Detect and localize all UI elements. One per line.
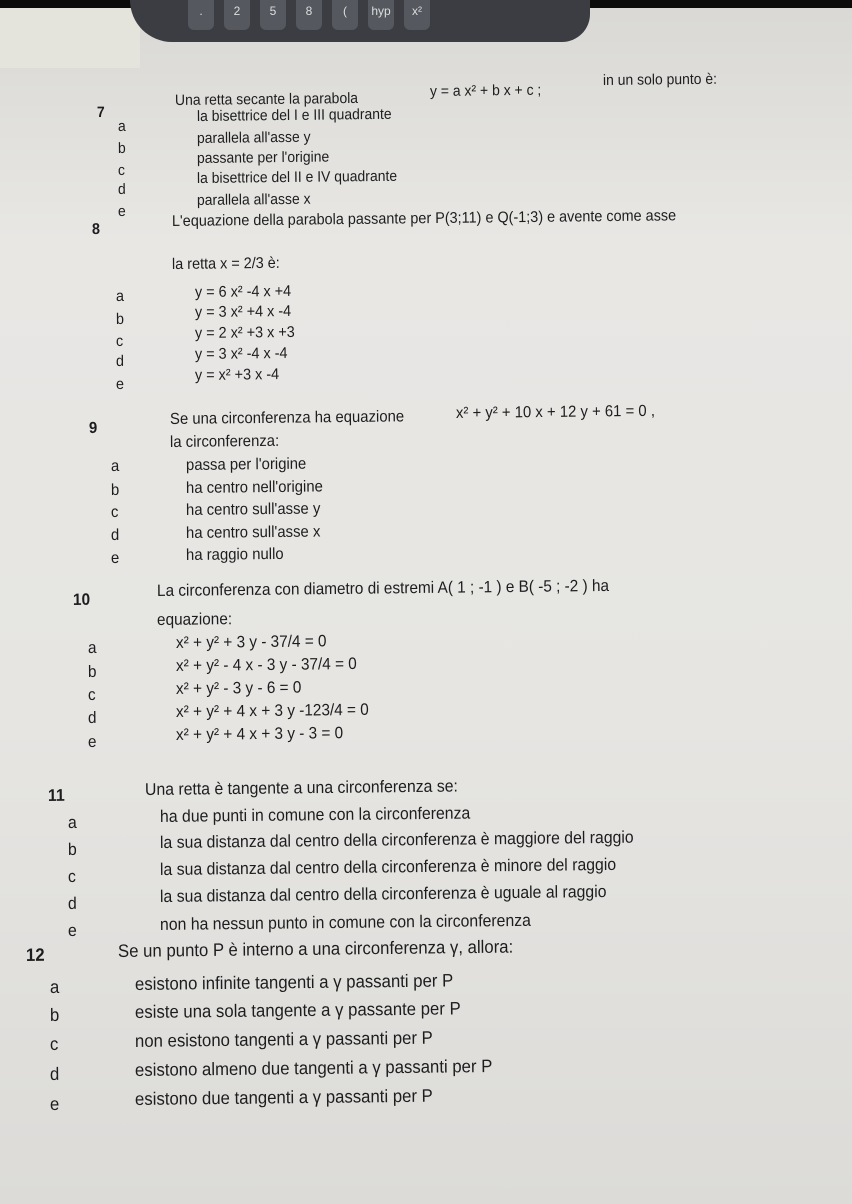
option-text: non esistono tangenti a γ passanti per P	[134, 1027, 433, 1051]
option-letter: d	[117, 180, 126, 198]
option-letter: b	[115, 310, 125, 328]
question-stem: y = a x² + b x + c ;	[429, 81, 542, 100]
option-letter: e	[87, 732, 97, 751]
calculator-key: 2	[224, 0, 250, 30]
calculator-key: 5	[260, 0, 286, 30]
option-text: ha due punti in comune con la circonferenza	[159, 803, 471, 826]
question-stem: la circonferenza:	[169, 432, 280, 451]
question-stem: Una retta secante la parabola	[174, 89, 359, 109]
question-number: 8	[91, 220, 101, 238]
option-text: ha centro sull'asse x	[185, 523, 321, 542]
option-letter: a	[115, 287, 125, 305]
option-text: y = 6 x² -4 x +4	[194, 282, 292, 301]
option-text: parallela all'asse x	[196, 190, 311, 209]
option-letter: d	[87, 708, 97, 727]
option-text: passa per l'origine	[185, 455, 307, 474]
option-letter: a	[87, 638, 97, 657]
option-letter: a	[67, 812, 77, 832]
option-letter: c	[87, 685, 96, 704]
option-text: esiste una sola tangente a γ passante per P	[134, 998, 461, 1022]
option-text: x² + y² - 4 x - 3 y - 37/4 = 0	[175, 654, 357, 675]
question-stem: x² + y² + 10 x + 12 y + 61 = 0 ,	[455, 402, 655, 422]
background-surface	[0, 8, 140, 68]
question-number: 11	[47, 785, 65, 805]
option-letter: c	[67, 866, 76, 886]
calculator-key: 8	[296, 0, 322, 30]
option-text: passante per l'origine	[196, 148, 330, 167]
question-stem: equazione:	[156, 610, 233, 629]
option-text: y = 3 x² +4 x -4	[194, 302, 292, 321]
option-letter: b	[49, 1004, 60, 1025]
question-stem: Se un punto P è interno a una circonferenza γ, allora:	[117, 936, 514, 961]
option-text: la sua distanza dal centro della circonferenza è uguale al raggio	[159, 881, 607, 906]
question-stem: La circonferenza con diametro di estremi A( 1 ; -1 ) e B( -5 ; -2 ) ha	[156, 576, 610, 600]
option-letter: d	[110, 526, 120, 544]
option-letter: c	[117, 161, 126, 179]
option-letter: a	[110, 457, 120, 475]
option-text: x² + y² + 4 x + 3 y - 3 = 0	[175, 724, 344, 744]
option-text: ha centro sull'asse y	[185, 500, 321, 519]
option-text: parallela all'asse y	[196, 128, 311, 147]
option-text: y = x² +3 x -4	[194, 366, 280, 384]
question-stem: la retta x = 2/3 è:	[171, 254, 280, 273]
option-text: ha centro nell'origine	[185, 478, 323, 497]
option-letter: e	[115, 375, 125, 393]
option-text: esistono almeno due tangenti a γ passanti per P	[134, 1055, 493, 1080]
option-letter: e	[67, 920, 77, 940]
calculator-key: hyp	[368, 0, 394, 30]
option-letter: d	[115, 352, 125, 370]
option-letter: c	[115, 332, 124, 350]
calculator-photo	[130, 0, 590, 42]
calculator-key: (	[332, 0, 358, 30]
option-letter: c	[110, 503, 119, 521]
option-text: x² + y² - 3 y - 6 = 0	[175, 678, 302, 698]
option-text: x² + y² + 3 y - 37/4 = 0	[175, 632, 327, 652]
option-letter: b	[67, 839, 77, 859]
option-text: esistono infinite tangenti a γ passanti per P	[134, 970, 454, 994]
option-text: ha raggio nullo	[185, 545, 284, 564]
option-letter: e	[110, 549, 120, 567]
option-letter: d	[67, 893, 77, 913]
option-letter: b	[117, 139, 126, 157]
option-letter: e	[117, 202, 126, 220]
option-letter: a	[49, 976, 60, 997]
calculator-key: x²	[404, 0, 430, 30]
question-number: 7	[96, 103, 105, 121]
option-letter: b	[87, 662, 97, 681]
option-text: la bisettrice del II e IV quadrante	[196, 167, 398, 187]
option-letter: c	[49, 1033, 59, 1054]
question-number: 12	[25, 944, 45, 965]
option-text: la sua distanza dal centro della circonferenza è minore del raggio	[159, 854, 617, 879]
question-stem: in un solo punto è:	[602, 70, 718, 89]
option-text: la bisettrice del I e III quadrante	[196, 105, 392, 125]
option-text: y = 2 x² +3 x +3	[194, 323, 295, 342]
option-text: y = 3 x² -4 x -4	[194, 344, 288, 363]
option-letter: a	[117, 117, 126, 135]
option-text: non ha nessun punto in comune con la circonferenza	[159, 910, 531, 934]
question-number: 9	[88, 419, 98, 437]
option-text: x² + y² + 4 x + 3 y -123/4 = 0	[175, 700, 369, 721]
question-stem: Se una circonferenza ha equazione	[169, 408, 405, 428]
question-stem: L'equazione della parabola passante per P(3;11) e Q(-1;3) e avente come asse	[171, 207, 677, 230]
option-letter: e	[49, 1093, 60, 1114]
option-letter: d	[49, 1063, 60, 1084]
question-stem: Una retta è tangente a una circonferenza se:	[144, 776, 458, 799]
option-letter: b	[110, 481, 120, 499]
option-text: esistono due tangenti a γ passanti per P	[134, 1085, 433, 1109]
option-text: la sua distanza dal centro della circonferenza è maggiore del raggio	[159, 827, 634, 852]
calculator-key: .	[188, 0, 214, 30]
question-number: 10	[72, 590, 91, 609]
